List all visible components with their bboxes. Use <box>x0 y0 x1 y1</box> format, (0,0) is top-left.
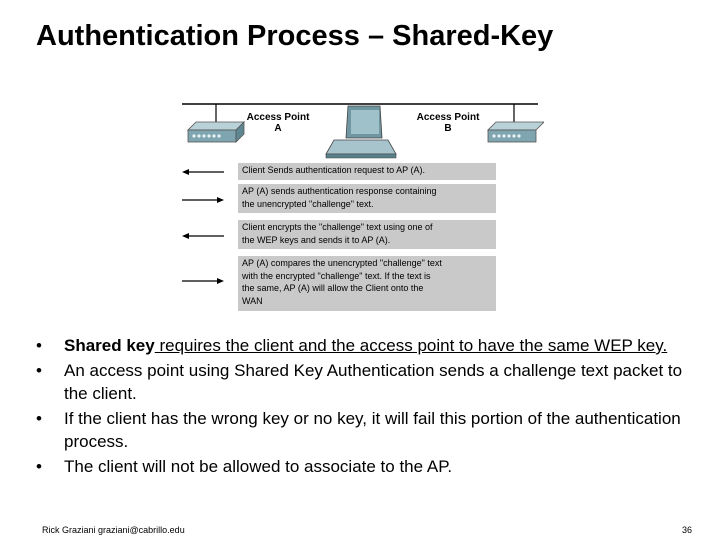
access-point-a-icon <box>188 122 244 142</box>
bullet-bold-term: Shared key <box>64 336 155 355</box>
arrow-left-icon <box>182 167 224 177</box>
page-number: 36 <box>681 525 692 535</box>
bullet-dot: • <box>36 409 42 428</box>
bullet-text: The client will not be allowed to associate to the AP. <box>64 457 453 476</box>
bullet-item <box>36 455 696 478</box>
step-3-box: Client encrypts the "challenge" text using one of the WEP keys and sends it to AP (A). <box>238 220 496 250</box>
arrow-right-icon <box>182 276 224 286</box>
bullet-dot: • <box>36 457 42 476</box>
bullet-item <box>36 334 696 357</box>
bullet-dot: • <box>36 361 42 380</box>
arrow-right-icon <box>182 195 224 205</box>
bullet-list <box>36 334 696 480</box>
access-point-a-label: Access Point A <box>246 112 310 134</box>
bullet-text: requires the client and the access point to have the same WEP key. <box>154 336 668 355</box>
footer-author: Rick Graziani graziani@cabrillo.edu <box>42 525 185 535</box>
step-2-box: AP (A) sends authentication response containing the unencrypted "challenge" text. <box>238 184 496 214</box>
bullet-item <box>36 359 696 405</box>
laptop-client-icon <box>326 106 396 158</box>
arrow-left-icon <box>182 231 224 241</box>
bullet-text: An access point using Shared Key Authentication sends a challenge text packet to the client. <box>64 361 683 403</box>
step-1-box: Client Sends authentication request to AP (A). <box>238 163 496 181</box>
bullet-item <box>36 407 696 453</box>
step-4-box: AP (A) compares the unencrypted "challenge" text with the encrypted "challenge" text. If the text is the same, AP (A) will allow the Client onto the WAN <box>238 256 496 312</box>
shared-key-diagram <box>176 100 544 318</box>
access-point-b-icon <box>488 122 544 142</box>
bullet-text: If the client has the wrong key or no key, it will fail this portion of the authentication process. <box>64 409 681 451</box>
bullet-dot: • <box>36 336 42 355</box>
slide-title: Authentication Process – Shared-Key <box>36 20 554 52</box>
access-point-b-label: Access Point B <box>416 112 480 134</box>
